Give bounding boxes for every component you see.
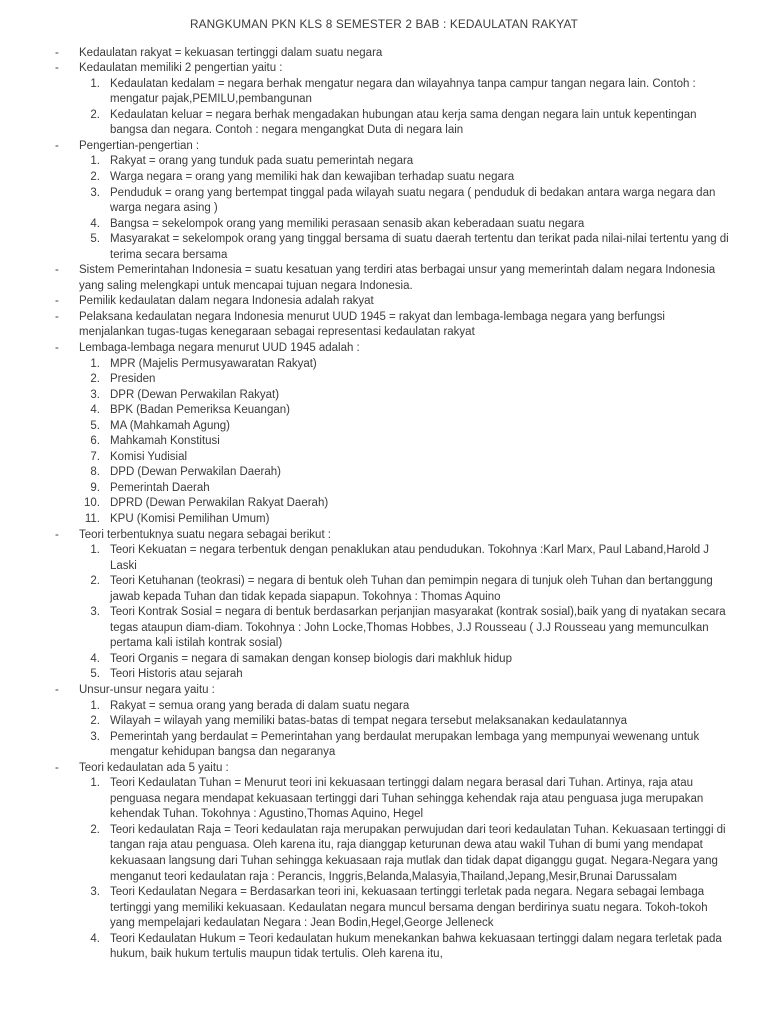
outline-item-text: Masyarakat = sekelompok orang yang tinggal bersama di suatu daerah tertentu dan terikat pada nilai-nilai tertentu yang di terima secara bersama [110, 233, 729, 261]
list-number-marker: 2. [90, 575, 100, 588]
dash-bullet-marker: - [55, 684, 59, 697]
outline-item-text: Teori Ketuhanan (teokrasi) = negara di bentuk oleh Tuhan dan pemimpin negara di tunjuk oleh Tuhan dan bertanggung jawab kepada Tuhan dan tidak kepada siapapun. Tokohnya : Thomas Aquino [110, 575, 713, 603]
outline-item-text: Pemerintah Daerah [110, 481, 210, 494]
outline-item-level1 [0, 294, 768, 310]
list-number-marker: 1. [90, 699, 100, 712]
outline-item-level2 [0, 574, 768, 605]
outline-item-level2 [0, 434, 768, 450]
outline-item-level2 [0, 154, 768, 170]
list-number-marker: 1. [90, 544, 100, 557]
list-number-marker: 1. [90, 77, 100, 90]
list-number-marker: 2. [90, 823, 100, 836]
dash-bullet-marker: - [55, 528, 59, 541]
list-number-marker: 3. [90, 388, 100, 401]
outline-item-level2 [0, 481, 768, 497]
dash-bullet-marker: - [55, 264, 59, 277]
dash-bullet-marker: - [55, 46, 59, 59]
outline-item-text: Pengertian-pengertian : [79, 139, 200, 152]
list-number-marker: 1. [90, 357, 100, 370]
outline-item-level2 [0, 543, 768, 574]
dash-bullet-marker: - [55, 310, 59, 323]
outline-item-level2 [0, 357, 768, 373]
outline-item-text: Warga negara = orang yang memiliki hak dan kewajiban terhadap suatu negara [110, 170, 515, 183]
outline-item-text: Teori kedaulatan Raja = Teori kedaulatan raja merupakan perwujudan dari teori kedaulatan Tuhan. Kekuasaan tertinggi di tangan raja atau penguasa. Oleh karena itu, raja dianggap keturunan dewa atau wakil Tuhan di bumi yang mendapat kekuasaan langsung dari Tuhan sehingga kekuasaan raja mutlak dan tidak dapat diganggu gugat. Negara-Negara yang menganut teori kedaulatan raja : Perancis, Inggris,Belanda,Malasyia,Thailand,Jepang,Mesir,Brunai Darussalam [110, 823, 726, 883]
outline-item-text: Mahkamah Konstitusi [110, 435, 220, 448]
outline-item-text: Teori kedaulatan ada 5 yaitu : [79, 761, 229, 774]
dash-bullet-marker: - [55, 295, 59, 308]
outline-item-text: Kedaulatan rakyat = kekuasan tertinggi dalam suatu negara [79, 46, 383, 59]
outline-item-level1 [0, 310, 768, 341]
outline-item-text: Pemilik kedaulatan dalam negara Indonesia adalah rakyat [79, 295, 374, 308]
outline-item-level2 [0, 403, 768, 419]
outline-item-level1 [0, 341, 768, 357]
outline-item-level2 [0, 465, 768, 481]
outline-item-level1 [0, 683, 768, 699]
list-number-marker: 4. [90, 404, 100, 417]
outline-item-level2 [0, 667, 768, 683]
outline-item-text: BPK (Badan Pemeriksa Keuangan) [110, 404, 290, 417]
outline-item-text: Teori Kekuatan = negara terbentuk dengan penaklukan atau pendudukan. Tokohnya :Karl Marx, Paul Laband,Harold J Laski [110, 544, 710, 572]
list-number-marker: 7. [90, 450, 100, 463]
list-number-marker: 5. [90, 419, 100, 432]
list-number-marker: 5. [90, 668, 100, 681]
outline-item-text: Lembaga-lembaga negara menurut UUD 1945 adalah : [79, 341, 360, 354]
outline-item-text: Kedaulatan kedalam = negara berhak mengatur negara dan wilayahnya tanpa campur tangan negara lain. Contoh : mengatur pajak,PEMILU,pembangunan [110, 77, 696, 106]
dash-bullet-marker: - [55, 62, 59, 75]
list-number-marker: 1. [90, 777, 100, 790]
outline-item-text: Wilayah = wilayah yang memiliki batas-batas di tempat negara tersebut melaksanakan kedaulatannya [110, 715, 628, 728]
list-number-marker: 1. [90, 155, 100, 168]
outline-item-text: Pelaksana kedaulatan negara Indonesia menurut UUD 1945 = rakyat dan lembaga-lembaga negara yang berfungsi menjalankan tugas-tugas kenegaraan sebagai representasi kedaulatan rakyat [79, 310, 665, 339]
outline-item-text: MA (Mahkamah Agung) [110, 419, 230, 432]
outline-item-text: DPRD (Dewan Perwakilan Rakyat Daerah) [110, 497, 329, 510]
outline-item-text: Teori Historis atau sejarah [110, 668, 243, 681]
list-number-marker: 2. [90, 715, 100, 728]
outline-item-level2 [0, 77, 768, 108]
outline-item-text: Rakyat = semua orang yang berada di dalam suatu negara [110, 699, 410, 712]
outline-item-text: Teori Kontrak Sosial = negara di bentuk berdasarkan perjanjian masyarakat (kontrak sosial),baik yang di nyatakan secara tegas ataupun diam-diam. Tokohnya : John Locke,Thomas Hobbes, J.J Rousseau ( J.J Rousseau yang memunculkan pertama kali istilah kontrak sosial) [110, 606, 726, 650]
outline-item-level2 [0, 170, 768, 186]
list-number-marker: 2. [90, 170, 100, 183]
list-number-marker: 3. [90, 186, 100, 199]
outline-item-text: Kedaulatan memiliki 2 pengertian yaitu : [79, 62, 283, 75]
document-body [0, 46, 768, 963]
outline-item-text: Teori terbentuknya suatu negara sebagai berikut : [79, 528, 331, 541]
dash-bullet-marker: - [55, 341, 59, 354]
outline-item-text: Sistem Pemerintahan Indonesia = suatu kesatuan yang terdiri atas berbagai unsur yang memerintah dalam negara Indonesia yang saling melengkapi untuk mencapai tujuan negara Indonesia. [79, 264, 716, 292]
outline-item-text: Bangsa = sekelompok orang yang memiliki perasaan senasib akan keberadaan suatu negara [110, 217, 585, 230]
list-number-marker: 4. [90, 217, 100, 230]
outline-item-level2 [0, 776, 768, 823]
list-number-marker: 4. [90, 652, 100, 665]
list-number-marker: 3. [90, 606, 100, 619]
list-number-marker: 6. [90, 435, 100, 448]
outline-item-text: Rakyat = orang yang tunduk pada suatu pemerintah negara [110, 155, 414, 168]
outline-item-level2 [0, 714, 768, 730]
list-number-marker: 11. [84, 513, 100, 525]
outline-item-level2 [0, 217, 768, 233]
list-number-marker: 2. [90, 373, 100, 386]
outline-item-level2 [0, 186, 768, 217]
dash-bullet-marker: - [55, 761, 59, 774]
list-number-marker: 3. [90, 886, 100, 899]
outline-item-level2 [0, 450, 768, 466]
outline-item-level2 [0, 512, 768, 528]
page-title: RANGKUMAN PKN KLS 8 SEMESTER 2 BAB : KEDAULATAN RAKYAT [189, 17, 579, 31]
outline-item-text: Penduduk = orang yang bertempat tinggal pada wilayah suatu negara ( penduduk di bedakan antara warga negara dan warga negara asing ) [110, 186, 716, 215]
outline-item-level2 [0, 885, 768, 932]
outline-item-text: Teori Kedaulatan Hukum = Teori kedaulatan hukum menekankan bahwa kekuasaan tertinggi dalam negara terletak pada hukum, baik hukum tertulis maupun tidak tertulis. Oleh karena itu, [110, 932, 722, 961]
outline-item-level1 [0, 61, 768, 77]
outline-item-level2 [0, 108, 768, 139]
outline-item-text: MPR (Majelis Permusyawaratan Rakyat) [110, 357, 317, 370]
outline-item-level1 [0, 528, 768, 544]
outline-item-level2 [0, 419, 768, 435]
outline-item-level1 [0, 46, 768, 62]
outline-item-level2 [0, 823, 768, 885]
outline-item-level2 [0, 730, 768, 761]
outline-item-level1 [0, 761, 768, 777]
list-number-marker: 5. [90, 233, 100, 246]
list-number-marker: 8. [90, 466, 100, 479]
outline-item-text: Teori Kedaulatan Negara = Berdasarkan teori ini, kekuasaan tertinggi terletak pada negara. Negara sebagai lembaga tertinggi yang memiliki kekuasaan. Kedaulatan negara muncul bersama dengan berdirinya suatu negara. Tokoh-tokoh yang mempelajari kedaulatan Negara : Jean Bodin,Hegel,George Jelleneck [110, 886, 708, 930]
outline-item-text: Kedaulatan keluar = negara berhak mengadakan hubungan atau kerja sama dengan negara lain untuk kepentingan bangsa dan negara. Contoh : negara mengangkat Duta di negara lain [110, 108, 697, 137]
list-number-marker: 10. [84, 497, 100, 510]
outline-item-text: KPU (Komisi Pemilihan Umum) [110, 513, 270, 525]
list-number-marker: 9. [90, 481, 100, 494]
outline-item-level2 [0, 372, 768, 388]
outline-item-text: Pemerintah yang berdaulat = Pemerintahan yang berdaulat merupakan lembaga yang mempunyai wewenang untuk mengatur kehidupan bangsa dan negaranya [110, 730, 700, 759]
list-number-marker: 4. [90, 932, 100, 945]
outline-item-level1 [0, 139, 768, 155]
outline-item-level2 [0, 232, 768, 263]
outline-item-text: Teori Kedaulatan Tuhan = Menurut teori ini kekuasaan tertinggi dalam negara berasal dari Tuhan. Artinya, raja atau penguasa negara mendapat kekuasaan tertinggi dari Tuhan sehingga kehendak raja atau penguasa juga merupakan kehendak Tuhan. Tokohnya : Agustino,Thomas Aquino, Hegel [110, 777, 704, 821]
outline-item-level2 [0, 932, 768, 963]
outline-item-level2 [0, 605, 768, 652]
outline-item-level2 [0, 652, 768, 668]
outline-item-level2 [0, 496, 768, 512]
list-number-marker: 3. [90, 730, 100, 743]
list-number-marker: 2. [90, 108, 100, 121]
outline-item-level2 [0, 388, 768, 404]
outline-item-text: DPD (Dewan Perwakilan Daerah) [110, 466, 281, 479]
outline-item-text: Presiden [110, 373, 156, 386]
outline-item-text: DPR (Dewan Perwakilan Rakyat) [110, 388, 280, 401]
outline-item-text: Unsur-unsur negara yaitu : [79, 684, 215, 697]
outline-item-level2 [0, 699, 768, 715]
outline-item-text: Teori Organis = negara di samakan dengan konsep biologis dari makhluk hidup [110, 652, 512, 665]
dash-bullet-marker: - [55, 139, 59, 152]
outline-item-text: Komisi Yudisial [110, 450, 188, 463]
outline-item-level1 [0, 263, 768, 294]
